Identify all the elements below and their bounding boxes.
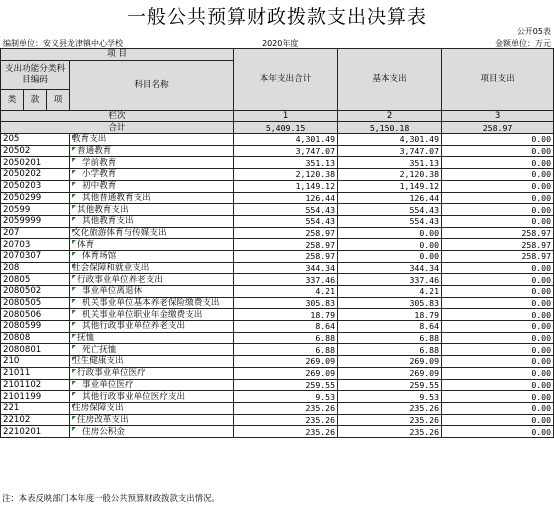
header-col-1: 1 (234, 110, 338, 122)
row-total: 9.53 (234, 391, 338, 403)
row-project: 0.00 (442, 215, 554, 227)
row-subject-name: 事业单位医疗 (70, 379, 234, 391)
row-subject-name: 其他行政事业单位养老支出 (70, 321, 234, 333)
row-total: 8.64 (234, 321, 338, 333)
row-project: 0.00 (442, 402, 554, 414)
table-row (1, 180, 554, 192)
row-basic: 18.79 (338, 309, 442, 321)
row-basic: 269.09 (338, 356, 442, 368)
row-total: 258.97 (234, 227, 338, 239)
row-subject-name: 行政事业单位医疗 (70, 367, 234, 379)
row-basic: 4,301.49 (338, 134, 442, 146)
row-total: 337.46 (234, 274, 338, 286)
row-total: 3,747.07 (234, 145, 338, 157)
row-total: 18.79 (234, 309, 338, 321)
fiscal-year: 2020年度 (262, 39, 299, 48)
row-basic: 2,120.38 (338, 169, 442, 181)
row-subject-name: 住房保障支出 (70, 402, 234, 414)
table-row (1, 367, 554, 379)
table-row (1, 426, 554, 438)
row-total: 259.55 (234, 379, 338, 391)
report-title: 一般公共预算财政拨款支出决算表 (126, 6, 427, 28)
row-total: 269.09 (234, 356, 338, 368)
header-row-seq: 栏次 (1, 110, 234, 122)
row-project: 258.97 (442, 227, 554, 239)
table-row (1, 204, 554, 216)
table-row (1, 274, 554, 286)
row-basic: 8.64 (338, 321, 442, 333)
row-total: 1,149.12 (234, 180, 338, 192)
header-item: 项 (47, 89, 70, 110)
row-basic: 235.26 (338, 414, 442, 426)
row-code: 207 (1, 227, 70, 239)
row-basic: 6.88 (338, 332, 442, 344)
sum-basic: 5,150.18 (338, 122, 442, 134)
row-subject-name: 社会保障和就业支出 (70, 262, 234, 274)
row-basic: 554.43 (338, 204, 442, 216)
row-code: 2050203 (1, 180, 70, 192)
row-code: 2080801 (1, 344, 70, 356)
row-total: 2,120.38 (234, 169, 338, 181)
row-total: 235.26 (234, 414, 338, 426)
row-subject-name: 住房改革支出 (70, 414, 234, 426)
table-row (1, 169, 554, 181)
row-subject-name: 初中教育 (70, 180, 234, 192)
row-subject-name: 其他行政事业单位医疗支出 (70, 391, 234, 403)
row-total: 344.34 (234, 262, 338, 274)
row-project: 0.00 (442, 274, 554, 286)
table-row (1, 379, 554, 391)
row-code: 20599 (1, 204, 70, 216)
row-subject-name: 机关事业单位职业年金缴费支出 (70, 309, 234, 321)
table-row (1, 192, 554, 204)
row-code: 2050201 (1, 157, 70, 169)
form-code: 公开05表 (516, 27, 551, 36)
table-row (1, 321, 554, 333)
row-project: 0.00 (442, 286, 554, 298)
row-subject-name: 其他教育支出 (70, 204, 234, 216)
row-code: 210 (1, 356, 70, 368)
row-subject-name: 体育场馆 (70, 250, 234, 262)
row-total: 258.97 (234, 250, 338, 262)
table-body (1, 134, 554, 438)
row-total: 305.83 (234, 297, 338, 309)
table-row (1, 344, 554, 356)
row-code: 20805 (1, 274, 70, 286)
row-project: 0.00 (442, 134, 554, 146)
row-basic: 3,747.07 (338, 145, 442, 157)
row-project: 0.00 (442, 391, 554, 403)
row-basic: 0.00 (338, 239, 442, 251)
row-subject-name: 卫生健康支出 (70, 356, 234, 368)
row-subject-name: 死亡抚恤 (70, 344, 234, 356)
row-total: 258.97 (234, 239, 338, 251)
row-project: 0.00 (442, 426, 554, 438)
row-project: 0.00 (442, 297, 554, 309)
row-subject-name: 其他普通教育支出 (70, 192, 234, 204)
table-row (1, 414, 554, 426)
row-code: 22102 (1, 414, 70, 426)
row-code: 205 (1, 134, 70, 146)
row-code: 2101199 (1, 391, 70, 403)
row-project: 0.00 (442, 262, 554, 274)
row-total: 554.43 (234, 204, 338, 216)
row-project: 0.00 (442, 204, 554, 216)
row-subject-name: 学前教育 (70, 157, 234, 169)
header-subject-name: 科目名称 (70, 60, 234, 110)
row-code: 221 (1, 402, 70, 414)
table-note: 注：本表反映部门本年度一般公共预算财政拨款支出情况。 (2, 493, 220, 503)
row-code: 20703 (1, 239, 70, 251)
row-code: 2080502 (1, 286, 70, 298)
row-basic: 1,149.12 (338, 180, 442, 192)
sum-project: 258.97 (442, 122, 554, 134)
row-basic: 4.21 (338, 286, 442, 298)
header-project-expense: 项目支出 (442, 49, 554, 111)
row-code: 20808 (1, 332, 70, 344)
money-unit: 金额单位：万元 (495, 39, 551, 48)
row-project: 0.00 (442, 192, 554, 204)
row-basic: 235.26 (338, 402, 442, 414)
row-project: 0.00 (442, 414, 554, 426)
table-row (1, 157, 554, 169)
row-total: 126.44 (234, 192, 338, 204)
table-row (1, 286, 554, 298)
row-project: 0.00 (442, 309, 554, 321)
row-total: 6.88 (234, 344, 338, 356)
row-code: 2070307 (1, 250, 70, 262)
row-subject-name: 事业单位离退休 (70, 286, 234, 298)
row-project: 0.00 (442, 145, 554, 157)
row-basic: 0.00 (338, 227, 442, 239)
table-row (1, 239, 554, 251)
row-total: 235.26 (234, 402, 338, 414)
row-project: 0.00 (442, 332, 554, 344)
row-subject-name: 文化旅游体育与传媒支出 (70, 227, 234, 239)
row-total: 351.13 (234, 157, 338, 169)
row-code: 2101102 (1, 379, 70, 391)
row-basic: 344.34 (338, 262, 442, 274)
table-row (1, 297, 554, 309)
header-kind: 类 (1, 89, 24, 110)
row-subject-name: 普通教育 (70, 145, 234, 157)
row-basic: 9.53 (338, 391, 442, 403)
table-row (1, 356, 554, 368)
row-subject-name: 小学教育 (70, 169, 234, 181)
row-total: 4.21 (234, 286, 338, 298)
row-project: 0.00 (442, 367, 554, 379)
row-subject-name: 体育 (70, 239, 234, 251)
row-project: 0.00 (442, 344, 554, 356)
header-total: 本年支出合计 (234, 49, 338, 111)
row-code: 2059999 (1, 215, 70, 227)
row-total: 235.26 (234, 426, 338, 438)
row-project: 0.00 (442, 180, 554, 192)
table-row (1, 402, 554, 414)
row-basic: 337.46 (338, 274, 442, 286)
table-row (1, 332, 554, 344)
row-subject-name: 行政事业单位养老支出 (70, 274, 234, 286)
row-project: 0.00 (442, 321, 554, 333)
row-basic: 126.44 (338, 192, 442, 204)
row-code: 2210201 (1, 426, 70, 438)
row-basic: 259.55 (338, 379, 442, 391)
row-code: 2080599 (1, 321, 70, 333)
row-subject-name: 其他教育支出 (70, 215, 234, 227)
row-project: 0.00 (442, 379, 554, 391)
row-code: 2050299 (1, 192, 70, 204)
row-project: 0.00 (442, 157, 554, 169)
expenditure-table (0, 48, 554, 438)
header-project: 项 目 (1, 49, 234, 61)
row-basic: 235.26 (338, 426, 442, 438)
row-subject-name: 教育支出 (70, 134, 234, 146)
row-total: 6.88 (234, 332, 338, 344)
table-row (1, 227, 554, 239)
table-row (1, 250, 554, 262)
header-basic: 基本支出 (338, 49, 442, 111)
table-row (1, 145, 554, 157)
header-col-2: 2 (338, 110, 442, 122)
row-basic: 351.13 (338, 157, 442, 169)
row-code: 2050202 (1, 169, 70, 181)
row-code: 20502 (1, 145, 70, 157)
row-basic: 0.00 (338, 250, 442, 262)
table-row (1, 309, 554, 321)
table-row (1, 391, 554, 403)
row-project: 0.00 (442, 169, 554, 181)
row-basic: 305.83 (338, 297, 442, 309)
row-total: 4,301.49 (234, 134, 338, 146)
header-function-code: 支出功能分类科目编码 (1, 60, 70, 89)
table-row (1, 262, 554, 274)
row-code: 2080505 (1, 297, 70, 309)
header-section: 款 (24, 89, 47, 110)
row-basic: 269.09 (338, 367, 442, 379)
row-subject-name: 机关事业单位基本养老保险缴费支出 (70, 297, 234, 309)
row-project: 258.97 (442, 250, 554, 262)
row-total: 554.43 (234, 215, 338, 227)
row-code: 2080506 (1, 309, 70, 321)
row-total: 269.09 (234, 367, 338, 379)
row-code: 21011 (1, 367, 70, 379)
compiling-unit: 编制单位：安义县龙津镇中心学校 (3, 39, 123, 48)
header-col-3: 3 (442, 110, 554, 122)
row-project: 258.97 (442, 239, 554, 251)
table-row (1, 215, 554, 227)
table-row (1, 134, 554, 146)
row-basic: 554.43 (338, 215, 442, 227)
row-code: 208 (1, 262, 70, 274)
row-basic: 6.88 (338, 344, 442, 356)
row-subject-name: 抚恤 (70, 332, 234, 344)
row-subject-name: 住房公积金 (70, 426, 234, 438)
sum-total: 5,409.15 (234, 122, 338, 134)
row-project: 0.00 (442, 356, 554, 368)
sum-row-label: 合计 (1, 122, 234, 134)
